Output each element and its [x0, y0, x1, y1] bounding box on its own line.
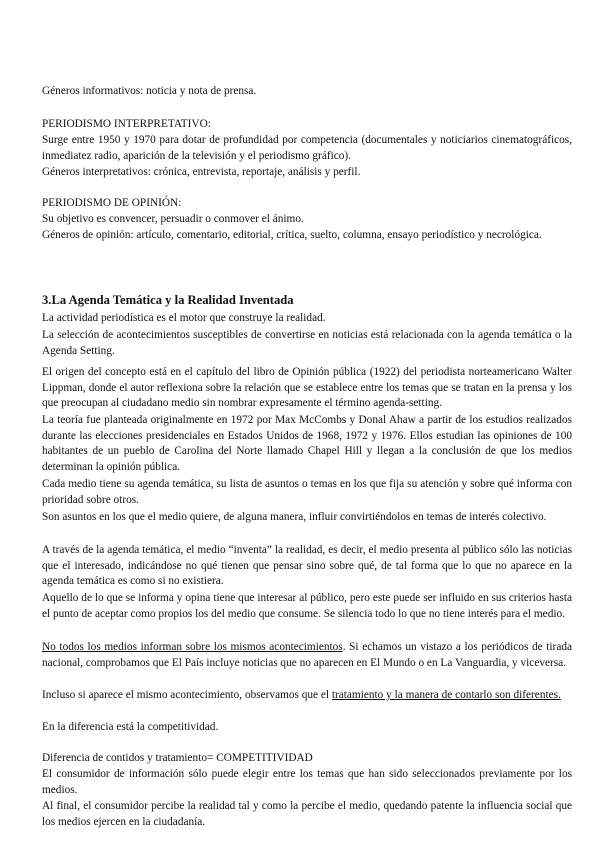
- paragraph-origen: El origen del concepto está en el capítulo del libro de Opinión pública (1922) del periodista norteamericano Walter Lippman, donde el autor reflexiona sobre la relación que se establece entre los temas que se tratan en la prensa y los que preocupan al ciudadano medio sin nombrar expresamente el término agenda-setting.: [42, 366, 572, 410]
- paragraph-consumidor: El consumidor de información sólo puede elegir entre los temas que han sido seleccionados previamente por los medios.: [42, 768, 572, 796]
- generos-interpretativos: Géneros interpretativos: crónica, entrevista, reportaje, análisis y perfil.: [42, 166, 361, 178]
- generos-opinion: Géneros de opinión: artículo, comentario, editorial, crítica, suelto, columna, ensayo periodístico y necrológica.: [42, 229, 542, 241]
- opinion-objetivo: Su objetivo es convencer, persuadir o conmover el ánimo.: [42, 213, 304, 225]
- diferencia-title: Diferencia de contidos y tratamiento= COMPETITIVIDAD: [42, 752, 313, 764]
- paragraph-no-todos: [42, 640, 572, 671]
- paragraph-agenda-inventa: A través de la agenda temática, el medio “inventa” la realidad, es decir, el medio presenta al público sólo las noticias que el interesado, indicándose no qué tienen que pensar sino sobre qué, de tal forma que lo que no aparece en la agenda temática es como si no existiera.: [42, 544, 572, 588]
- paragraph-incluso-start: Incluso si aparece el mismo acontecimiento, observamos que el: [42, 689, 332, 701]
- paragraph-incluso: [42, 688, 572, 704]
- underlined-phrase-no-todos: No todos los medios informan sobre los mismos acontecimientos: [42, 641, 343, 653]
- paragraph-asuntos: Son asuntos en los que el medio quiere, de alguna manera, influir convirtiéndolos en temas de interés colectivo.: [42, 511, 547, 523]
- paragraph-competitividad: En la diferencia está la competitividad.: [42, 721, 219, 733]
- periodismo-opinion-title: PERIODISMO DE OPINIÓN:: [42, 197, 182, 209]
- periodismo-interpretativo-body: Surge entre 1950 y 1970 para dotar de profundidad por competencia (documentales y noticiarios cinematográficos, inmediatez radio, aparición de la televisión y el periodismo gráfico).: [42, 134, 572, 162]
- paragraph-actividad: La actividad periodística es el motor que construye la realidad.: [42, 312, 326, 324]
- paragraph-cada-medio: Cada medio tiene su agenda temática, su lista de asuntos o temas en los que fija su atención y sobre qué informa con prioridad sobre otros.: [42, 478, 572, 506]
- underlined-phrase-tratamiento: tratamiento y la manera de contarlo son diferentes.: [331, 689, 561, 701]
- paragraph-aquello: Aquello de lo que se informa y opina tiene que interesar al público, pero este puede ser influido en sus criterios hasta el punto de aceptar como propios los del medio que consume. Se silencia todo lo que no tiene interés para el medio.: [42, 592, 572, 620]
- paragraph-no-todos-rest: . Si echamos un vistazo a los periódicos de tirada nacional, comprobamos que El País incluye noticias que no aparecen en El Mundo o en La Vanguardia, y viceversa.: [42, 641, 572, 669]
- paragraph-seleccion: La selección de acontecimientos susceptibles de convertirse en noticias está relacionada con la agenda temática o la Agenda Setting.: [42, 329, 572, 357]
- periodismo-interpretativo-title: PERIODISMO INTERPRETATIVO:: [42, 118, 211, 130]
- paragraph-teoria: La teoría fue planteada originalmente en 1972 por Max McCombs y Donal Ahaw a partir de los estudios realizados durante las elecciones presidenciales en Estados Unidos de 1968, 1972 y 1976. Ellos estudian las opiniones de 100 habitantes de un pueblo de Carolina del Norte llamado Chapel Hill y llegan a la conclusión de que los medios determinan la opinión pública.: [42, 414, 572, 473]
- paragraph-al-final: Al final, el consumidor percibe la realidad tal y como la percibe el medio, quedando patente la influencia social que los medios ejercen en la ciudadanía.: [42, 800, 572, 828]
- section-heading: 3.La Agenda Temática y la Realidad Inventada: [42, 293, 294, 307]
- generos-informativos: Géneros informativos: noticia y nota de prensa.: [42, 85, 257, 97]
